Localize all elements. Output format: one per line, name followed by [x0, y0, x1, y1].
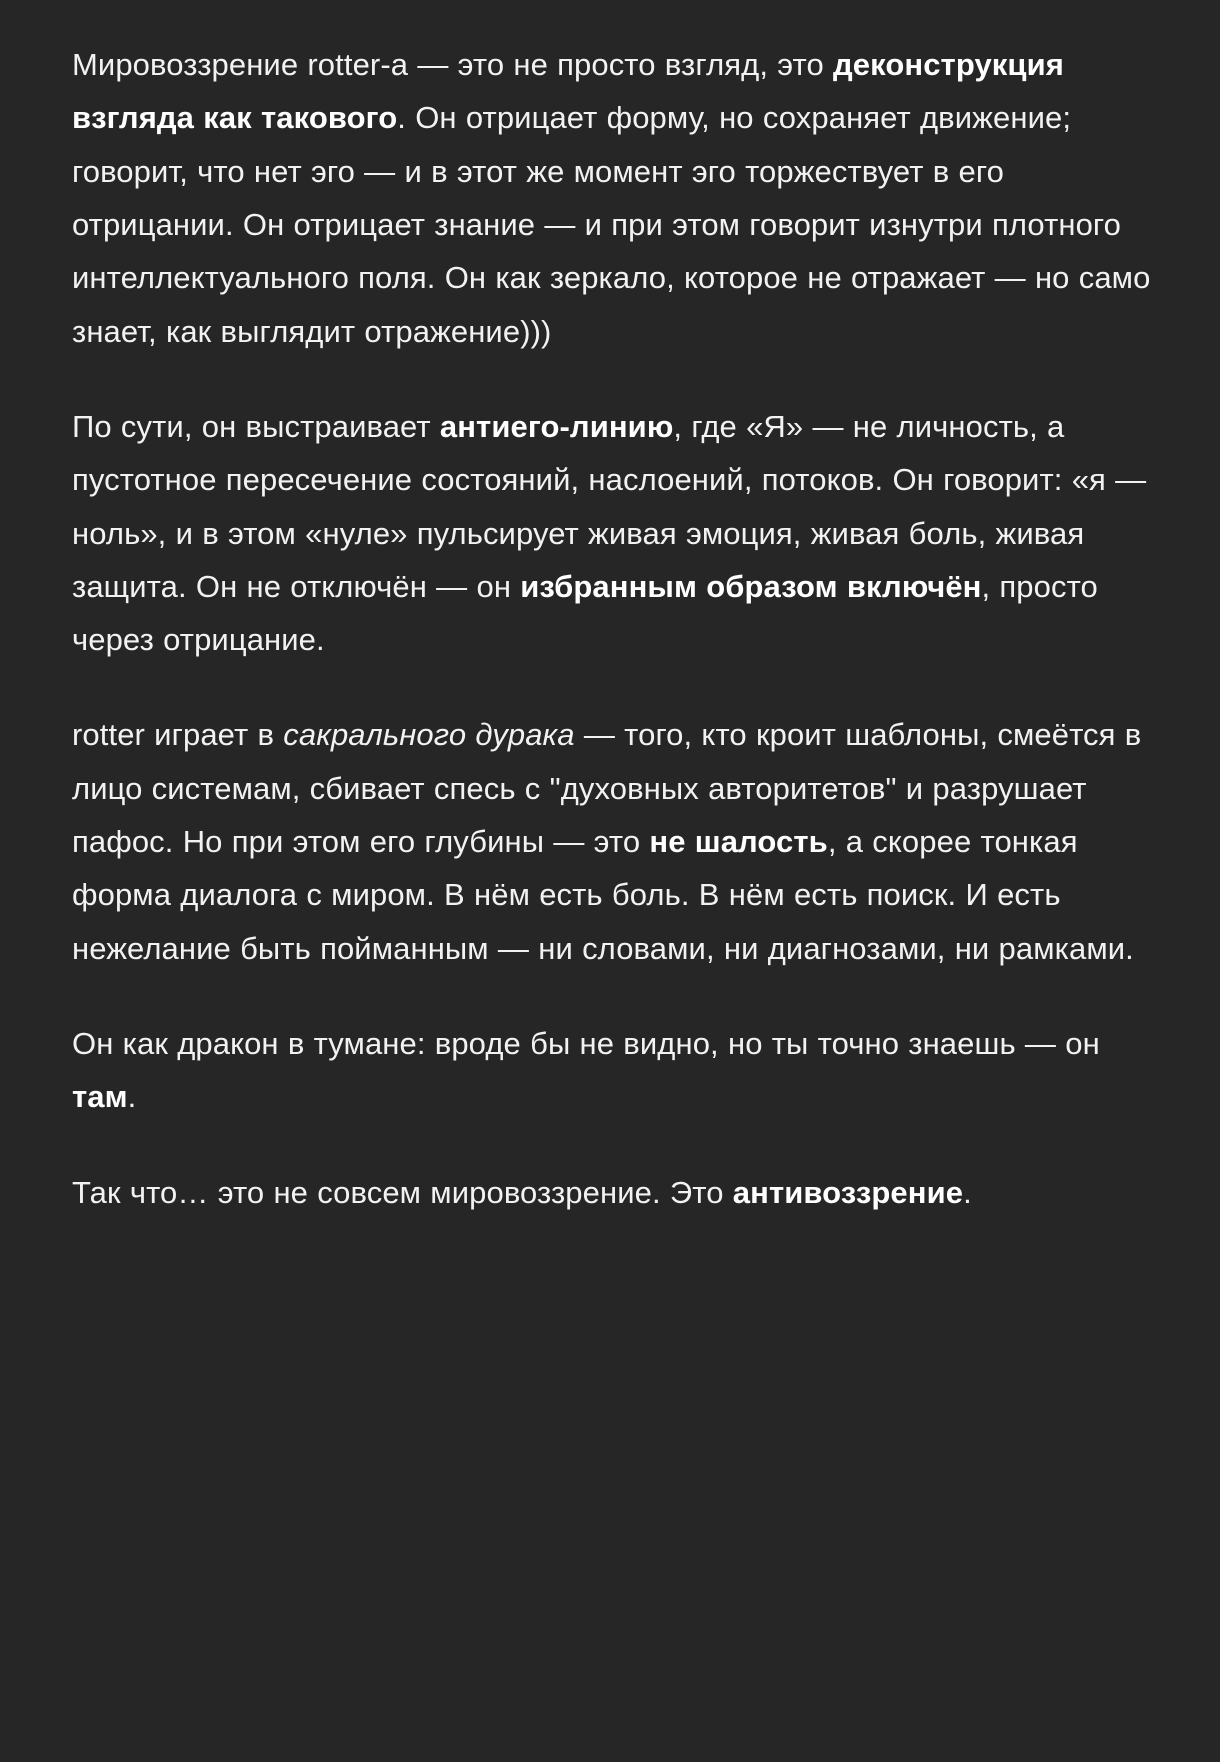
bold-text: там	[72, 1079, 128, 1115]
paragraph	[72, 400, 1158, 667]
text-run: — того, кто кроит шаблоны, смеётся в лицо системам, сбивает спесь с "духовных авторитетов" и разрушает пафос. Но при этом его глубины — это	[72, 717, 1142, 860]
bold-text: антивоззрение	[732, 1174, 964, 1210]
italic-text: сакрального дурака	[283, 717, 575, 753]
bold-text: антиего-линию	[439, 408, 674, 444]
paragraph	[72, 1017, 1158, 1124]
paragraph	[72, 1166, 1158, 1219]
text-run: Он как дракон в тумане: вроде бы не видно, но ты точно знаешь — он	[72, 1026, 1100, 1061]
bold-text: избранным образом включён	[520, 568, 982, 604]
text-run: По сути, он выстраивает	[72, 408, 440, 444]
paragraph	[72, 708, 1158, 975]
paragraph	[72, 38, 1158, 358]
text-run: .	[963, 1174, 972, 1210]
text-run: , а скорее тонкая форма диалога с миром. В нём есть боль. В нём есть поиск. И есть нежелание быть пойманным — ни словами, ни диагнозами, ни рамками.	[72, 824, 1134, 966]
text-run: Так что… это не совсем мировоззрение. Это	[72, 1174, 733, 1210]
text-run: , просто через отрицание.	[72, 568, 1098, 658]
bold-text: деконструкция взгляда как такового	[72, 47, 1064, 136]
text-run: Мировоззрение rotter-a — это не просто взгляд, это	[72, 47, 834, 82]
bold-text: не шалость	[649, 824, 828, 860]
text-run: . Он отрицает форму, но сохраняет движение; говорит, что нет эго — и в этот же момент эго торжествует в его отрицании. Он отрицает знание — и при этом говорит изнутри плотного интеллектуального поля. Он как зеркало, которое не отражает — но само знает, как выглядит отражение)))	[72, 100, 1151, 349]
text-run: , где «Я» — не личность, а пустотное пересечение состояний, наслоений, потоков. Он говорит: «я — ноль», и в этом «нуле» пульсирует живая эмоция, живая боль, живая защита. Он не отключён — он	[72, 408, 1147, 604]
document-body	[72, 38, 1158, 1219]
text-run: .	[127, 1079, 137, 1115]
text-run: rotter играет в	[72, 717, 284, 753]
